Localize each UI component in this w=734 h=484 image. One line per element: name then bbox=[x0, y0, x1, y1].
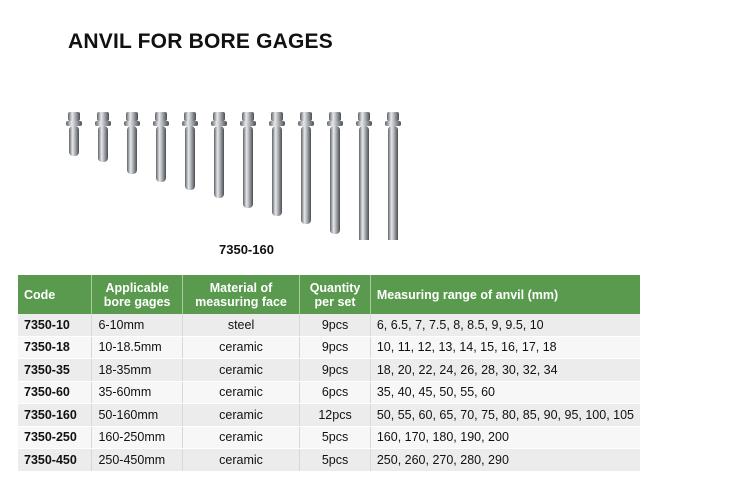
table-row bbox=[18, 426, 640, 449]
cell-material: ceramic bbox=[182, 381, 299, 404]
image-caption: 7350-160 bbox=[219, 242, 274, 257]
cell-bore: 250-450mm bbox=[92, 449, 182, 472]
table-row bbox=[18, 314, 640, 336]
anvil-pin bbox=[240, 112, 256, 208]
anvil-pin bbox=[385, 112, 401, 240]
cell-code: 7350-35 bbox=[18, 359, 92, 382]
cell-qty: 12pcs bbox=[300, 404, 371, 427]
anvil-spec-table bbox=[18, 275, 640, 472]
anvil-pin bbox=[95, 112, 111, 162]
header-material: Material of measuring face bbox=[182, 275, 299, 314]
anvil-pin bbox=[182, 112, 198, 190]
cell-qty: 9pcs bbox=[300, 359, 371, 382]
cell-code: 7350-250 bbox=[18, 426, 92, 449]
cell-bore: 160-250mm bbox=[92, 426, 182, 449]
table-header-row bbox=[18, 275, 640, 314]
cell-bore: 50-160mm bbox=[92, 404, 182, 427]
header-range: Measuring range of anvil (mm) bbox=[376, 287, 559, 302]
anvil-pin bbox=[124, 112, 140, 174]
anvil-pin bbox=[327, 112, 343, 234]
cell-code: 7350-60 bbox=[18, 381, 92, 404]
cell-range: 10, 11, 12, 13, 14, 15, 16, 17, 18 bbox=[370, 336, 640, 359]
cell-material: ceramic bbox=[182, 336, 299, 359]
cell-bore: 6-10mm bbox=[92, 314, 182, 336]
cell-range: 160, 170, 180, 190, 200 bbox=[370, 426, 640, 449]
header-quantity: Quantity per set bbox=[300, 275, 371, 314]
anvil-pins bbox=[66, 112, 401, 240]
page-title: ANVIL FOR BORE GAGES bbox=[68, 30, 333, 53]
anvil-pin bbox=[211, 112, 227, 198]
anvil-pin bbox=[298, 112, 314, 224]
table-row bbox=[18, 449, 640, 472]
cell-material: ceramic bbox=[182, 359, 299, 382]
anvil-set-image bbox=[60, 100, 420, 240]
cell-code: 7350-160 bbox=[18, 404, 92, 427]
anvil-pin bbox=[356, 112, 372, 240]
cell-bore: 10-18.5mm bbox=[92, 336, 182, 359]
cell-bore: 18-35mm bbox=[92, 359, 182, 382]
cell-range: 50, 55, 60, 65, 70, 75, 80, 85, 90, 95, 100, 105 bbox=[370, 404, 640, 427]
cell-qty: 6pcs bbox=[300, 381, 371, 404]
cell-range: 250, 260, 270, 280, 290 bbox=[370, 449, 640, 472]
cell-qty: 9pcs bbox=[300, 314, 371, 336]
cell-range: 35, 40, 45, 50, 55, 60 bbox=[370, 381, 640, 404]
cell-material: ceramic bbox=[182, 426, 299, 449]
cell-material: ceramic bbox=[182, 404, 299, 427]
table-row bbox=[18, 381, 640, 404]
table-row bbox=[18, 336, 640, 359]
header-bore-gages: Applicable bore gages bbox=[92, 275, 182, 314]
anvil-pin bbox=[66, 112, 82, 156]
anvil-pin bbox=[269, 112, 285, 216]
cell-material: steel bbox=[182, 314, 299, 336]
cell-range: 6, 6.5, 7, 7.5, 8, 8.5, 9, 9.5, 10 bbox=[370, 314, 640, 336]
cell-code: 7350-18 bbox=[18, 336, 92, 359]
header-code: Code bbox=[18, 275, 92, 314]
cell-material: ceramic bbox=[182, 449, 299, 472]
cell-qty: 5pcs bbox=[300, 426, 371, 449]
cell-range: 18, 20, 22, 24, 26, 28, 30, 32, 34 bbox=[370, 359, 640, 382]
cell-code: 7350-10 bbox=[18, 314, 92, 336]
cell-bore: 35-60mm bbox=[92, 381, 182, 404]
table-row bbox=[18, 404, 640, 427]
table-row bbox=[18, 359, 640, 382]
cell-code: 7350-450 bbox=[18, 449, 92, 472]
anvil-pin bbox=[153, 112, 169, 182]
cell-qty: 5pcs bbox=[300, 449, 371, 472]
cell-qty: 9pcs bbox=[300, 336, 371, 359]
